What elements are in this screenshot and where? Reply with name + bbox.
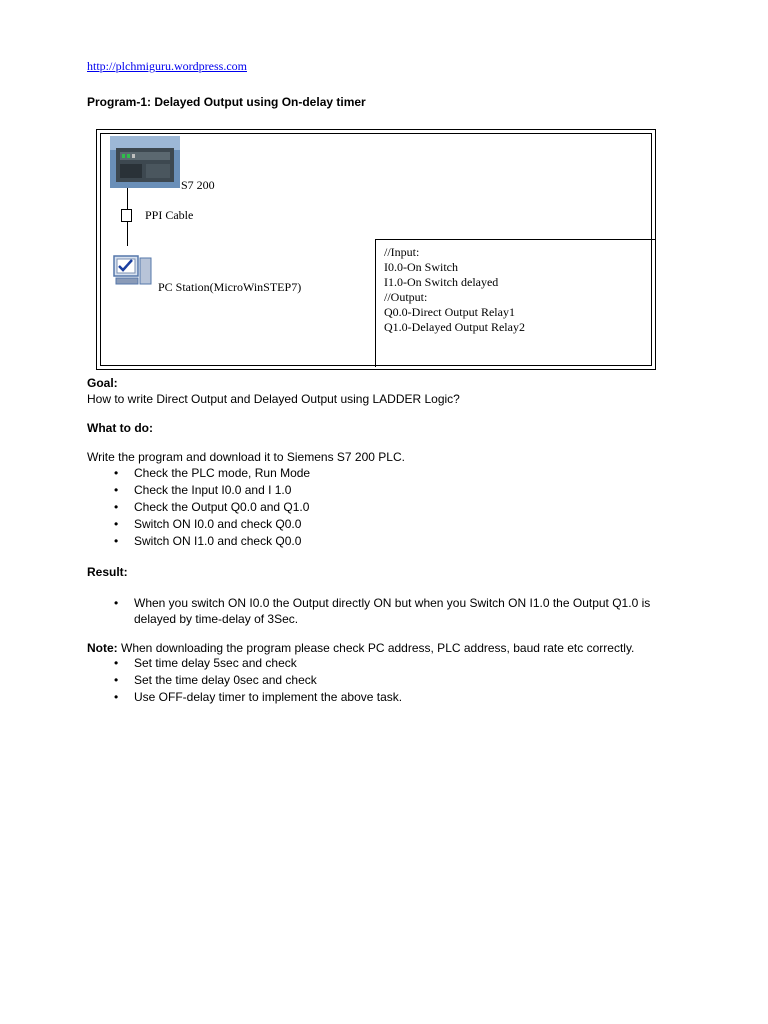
plc-image: [110, 136, 180, 188]
goal-text: How to write Direct Output and Delayed Output using LADDER Logic?: [87, 392, 460, 406]
io-line: Q0.0-Direct Output Relay1: [384, 305, 515, 319]
pc-label: PC Station(MicroWinSTEP7): [158, 280, 302, 294]
cable-connector-icon: [121, 209, 132, 222]
what-to-do-intro: Write the program and download it to Siemens S7 200 PLC.: [87, 450, 405, 464]
io-line: //Input:: [384, 245, 420, 259]
list-item: • Check the PLC mode, Run Mode: [87, 465, 310, 482]
blog-link[interactable]: http://plchmiguru.wordpress.com: [87, 59, 247, 73]
io-line: //Output:: [384, 290, 428, 304]
cable-label: PPI Cable: [145, 208, 194, 222]
goal-label: Goal:: [87, 376, 118, 390]
note-line: [87, 641, 634, 655]
list-item: • Set the time delay 0sec and check: [87, 672, 402, 689]
io-list: [384, 245, 525, 335]
list-item: • Use OFF-delay timer to implement the above task.: [87, 689, 402, 706]
result-list: [87, 595, 694, 627]
list-item: • Check the Input I0.0 and I 1.0: [87, 482, 310, 499]
plc-label: S7 200: [181, 178, 215, 192]
what-to-do-label: What to do:: [87, 421, 153, 435]
result-label: Result:: [87, 565, 128, 579]
list-item: • Switch ON I0.0 and check Q0.0: [87, 516, 310, 533]
io-line: Q1.0-Delayed Output Relay2: [384, 320, 525, 334]
io-line: I0.0-On Switch: [384, 260, 458, 274]
list-item: • Switch ON I1.0 and check Q0.0: [87, 533, 310, 550]
list-item: • Set time delay 5sec and check: [87, 655, 402, 672]
pc-station-icon: [112, 254, 154, 288]
note-list: [87, 655, 402, 706]
io-line: I1.0-On Switch delayed: [384, 275, 499, 289]
cable-line-top: [127, 188, 128, 209]
list-item: • When you switch ON I0.0 the Output directly ON but when you Switch ON I1.0 the Output Q1.0 is delayed by time-delay of 3Sec.: [87, 595, 694, 627]
cable-line-bottom: [127, 222, 128, 246]
program-title: Program-1: Delayed Output using On-delay timer: [87, 95, 366, 109]
note-label: Note:: [87, 641, 118, 655]
list-item: • Check the Output Q0.0 and Q1.0: [87, 499, 310, 516]
what-to-do-list: [87, 465, 310, 550]
note-text: When downloading the program please check PC address, PLC address, baud rate etc correctly.: [117, 641, 635, 655]
